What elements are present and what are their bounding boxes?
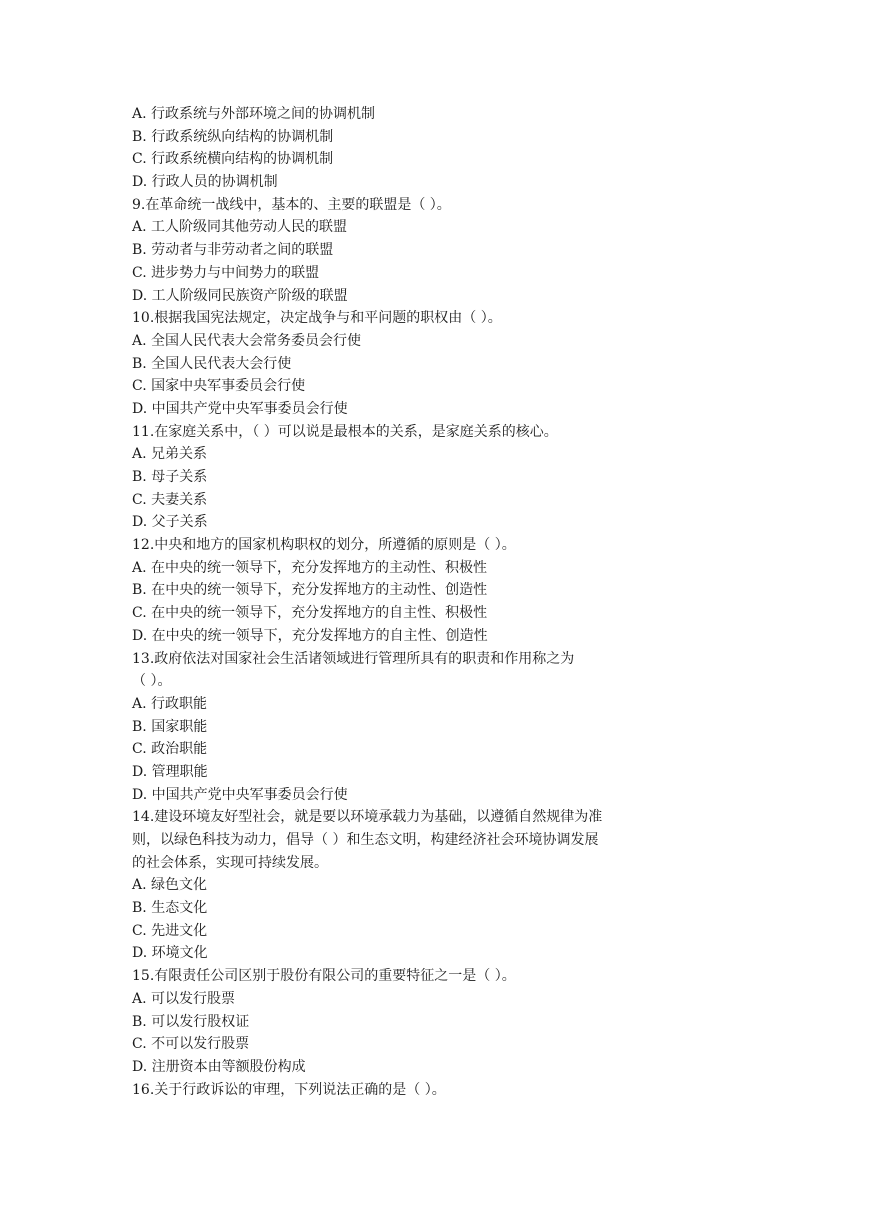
option-line: B. 母子关系 bbox=[132, 469, 208, 485]
option-line: C. 夫妻关系 bbox=[132, 491, 208, 508]
question-14: 14.建设环境友好型社会，就是要以环境承载力为基础，以遵循自然规律为准 bbox=[132, 809, 603, 826]
question-14-continued: 则，以绿色科技为动力，倡导（ ）和生态文明，构建经济社会环境协调发展 bbox=[132, 832, 599, 848]
question-12: 12.中央和地方的国家机构职权的划分，所遵循的原则是（ ）。 bbox=[132, 537, 516, 554]
option-line: B. 可以发行股权证 bbox=[132, 1013, 250, 1030]
option-line: B. 生态文化 bbox=[132, 900, 208, 917]
option-line: C. 行政系统横向结构的协调机制 bbox=[132, 151, 334, 168]
option-line: B. 行政系统纵向结构的协调机制 bbox=[132, 128, 334, 145]
option-line: D. 中国共产党中央军事委员会行使 bbox=[132, 786, 348, 803]
option-line: C. 国家中央军事委员会行使 bbox=[132, 378, 306, 395]
option-line: A. 绿色文化 bbox=[132, 877, 208, 894]
option-line: C. 在中央的统一领导下，充分发挥地方的自主性、积极性 bbox=[132, 605, 488, 622]
option-line: A. 行政职能 bbox=[132, 695, 208, 712]
question-9: 9.在革命统一战线中，基本的、主要的联盟是（ ）。 bbox=[132, 196, 451, 213]
option-line: D. 行政人员的协调机制 bbox=[132, 174, 278, 191]
option-line: D. 在中央的统一领导下，充分发挥地方的自主性、创造性 bbox=[132, 627, 488, 644]
option-line: D. 管理职能 bbox=[132, 763, 208, 780]
question-13: 13.政府依法对国家社会生活诸领域进行管理所具有的职责和作用称之为 bbox=[132, 650, 575, 667]
question-11: 11.在家庭关系中，（ ）可以说是最根本的关系，是家庭关系的核心。 bbox=[132, 423, 558, 440]
option-line: B. 国家职能 bbox=[132, 718, 208, 735]
document-page bbox=[132, 103, 652, 1101]
option-line: D. 中国共产党中央军事委员会行使 bbox=[132, 400, 348, 417]
option-line: C. 不可以发行股票 bbox=[132, 1036, 250, 1053]
option-line: A. 行政系统与外部环境之间的协调机制 bbox=[132, 106, 376, 122]
question-14-continued: 的社会体系，实现可持续发展。 bbox=[132, 854, 328, 871]
question-10: 10.根据我国宪法规定，决定战争与和平问题的职权由（ ）。 bbox=[132, 310, 502, 327]
option-line: A. 工人阶级同其他劳动人民的联盟 bbox=[132, 219, 348, 236]
option-line: D. 父子关系 bbox=[132, 514, 208, 531]
question-13-continued: （ ）。 bbox=[132, 673, 172, 690]
question-16: 16.关于行政诉讼的审理，下列说法正确的是（ ）。 bbox=[132, 1081, 446, 1098]
question-15: 15.有限责任公司区别于股份有限公司的重要特征之一是（ ）。 bbox=[132, 968, 516, 985]
option-line: C. 进步势力与中间势力的联盟 bbox=[132, 264, 320, 281]
option-line: B. 劳动者与非劳动者之间的联盟 bbox=[132, 242, 334, 259]
option-line: A. 全国人民代表大会常务委员会行使 bbox=[132, 332, 362, 349]
option-line: A. 可以发行股票 bbox=[132, 990, 236, 1007]
option-line: C. 先进文化 bbox=[132, 922, 208, 939]
option-line: A. 在中央的统一领导下，充分发挥地方的主动性、积极性 bbox=[132, 559, 488, 576]
option-line: C. 政治职能 bbox=[132, 741, 208, 758]
option-line: D. 环境文化 bbox=[132, 945, 208, 962]
option-line: B. 全国人民代表大会行使 bbox=[132, 355, 292, 372]
option-line: D. 注册资本由等额股份构成 bbox=[132, 1058, 306, 1075]
option-line: D. 工人阶级同民族资产阶级的联盟 bbox=[132, 287, 348, 304]
option-line: A. 兄弟关系 bbox=[132, 446, 208, 463]
option-line: B. 在中央的统一领导下，充分发挥地方的主动性、创造性 bbox=[132, 582, 488, 599]
